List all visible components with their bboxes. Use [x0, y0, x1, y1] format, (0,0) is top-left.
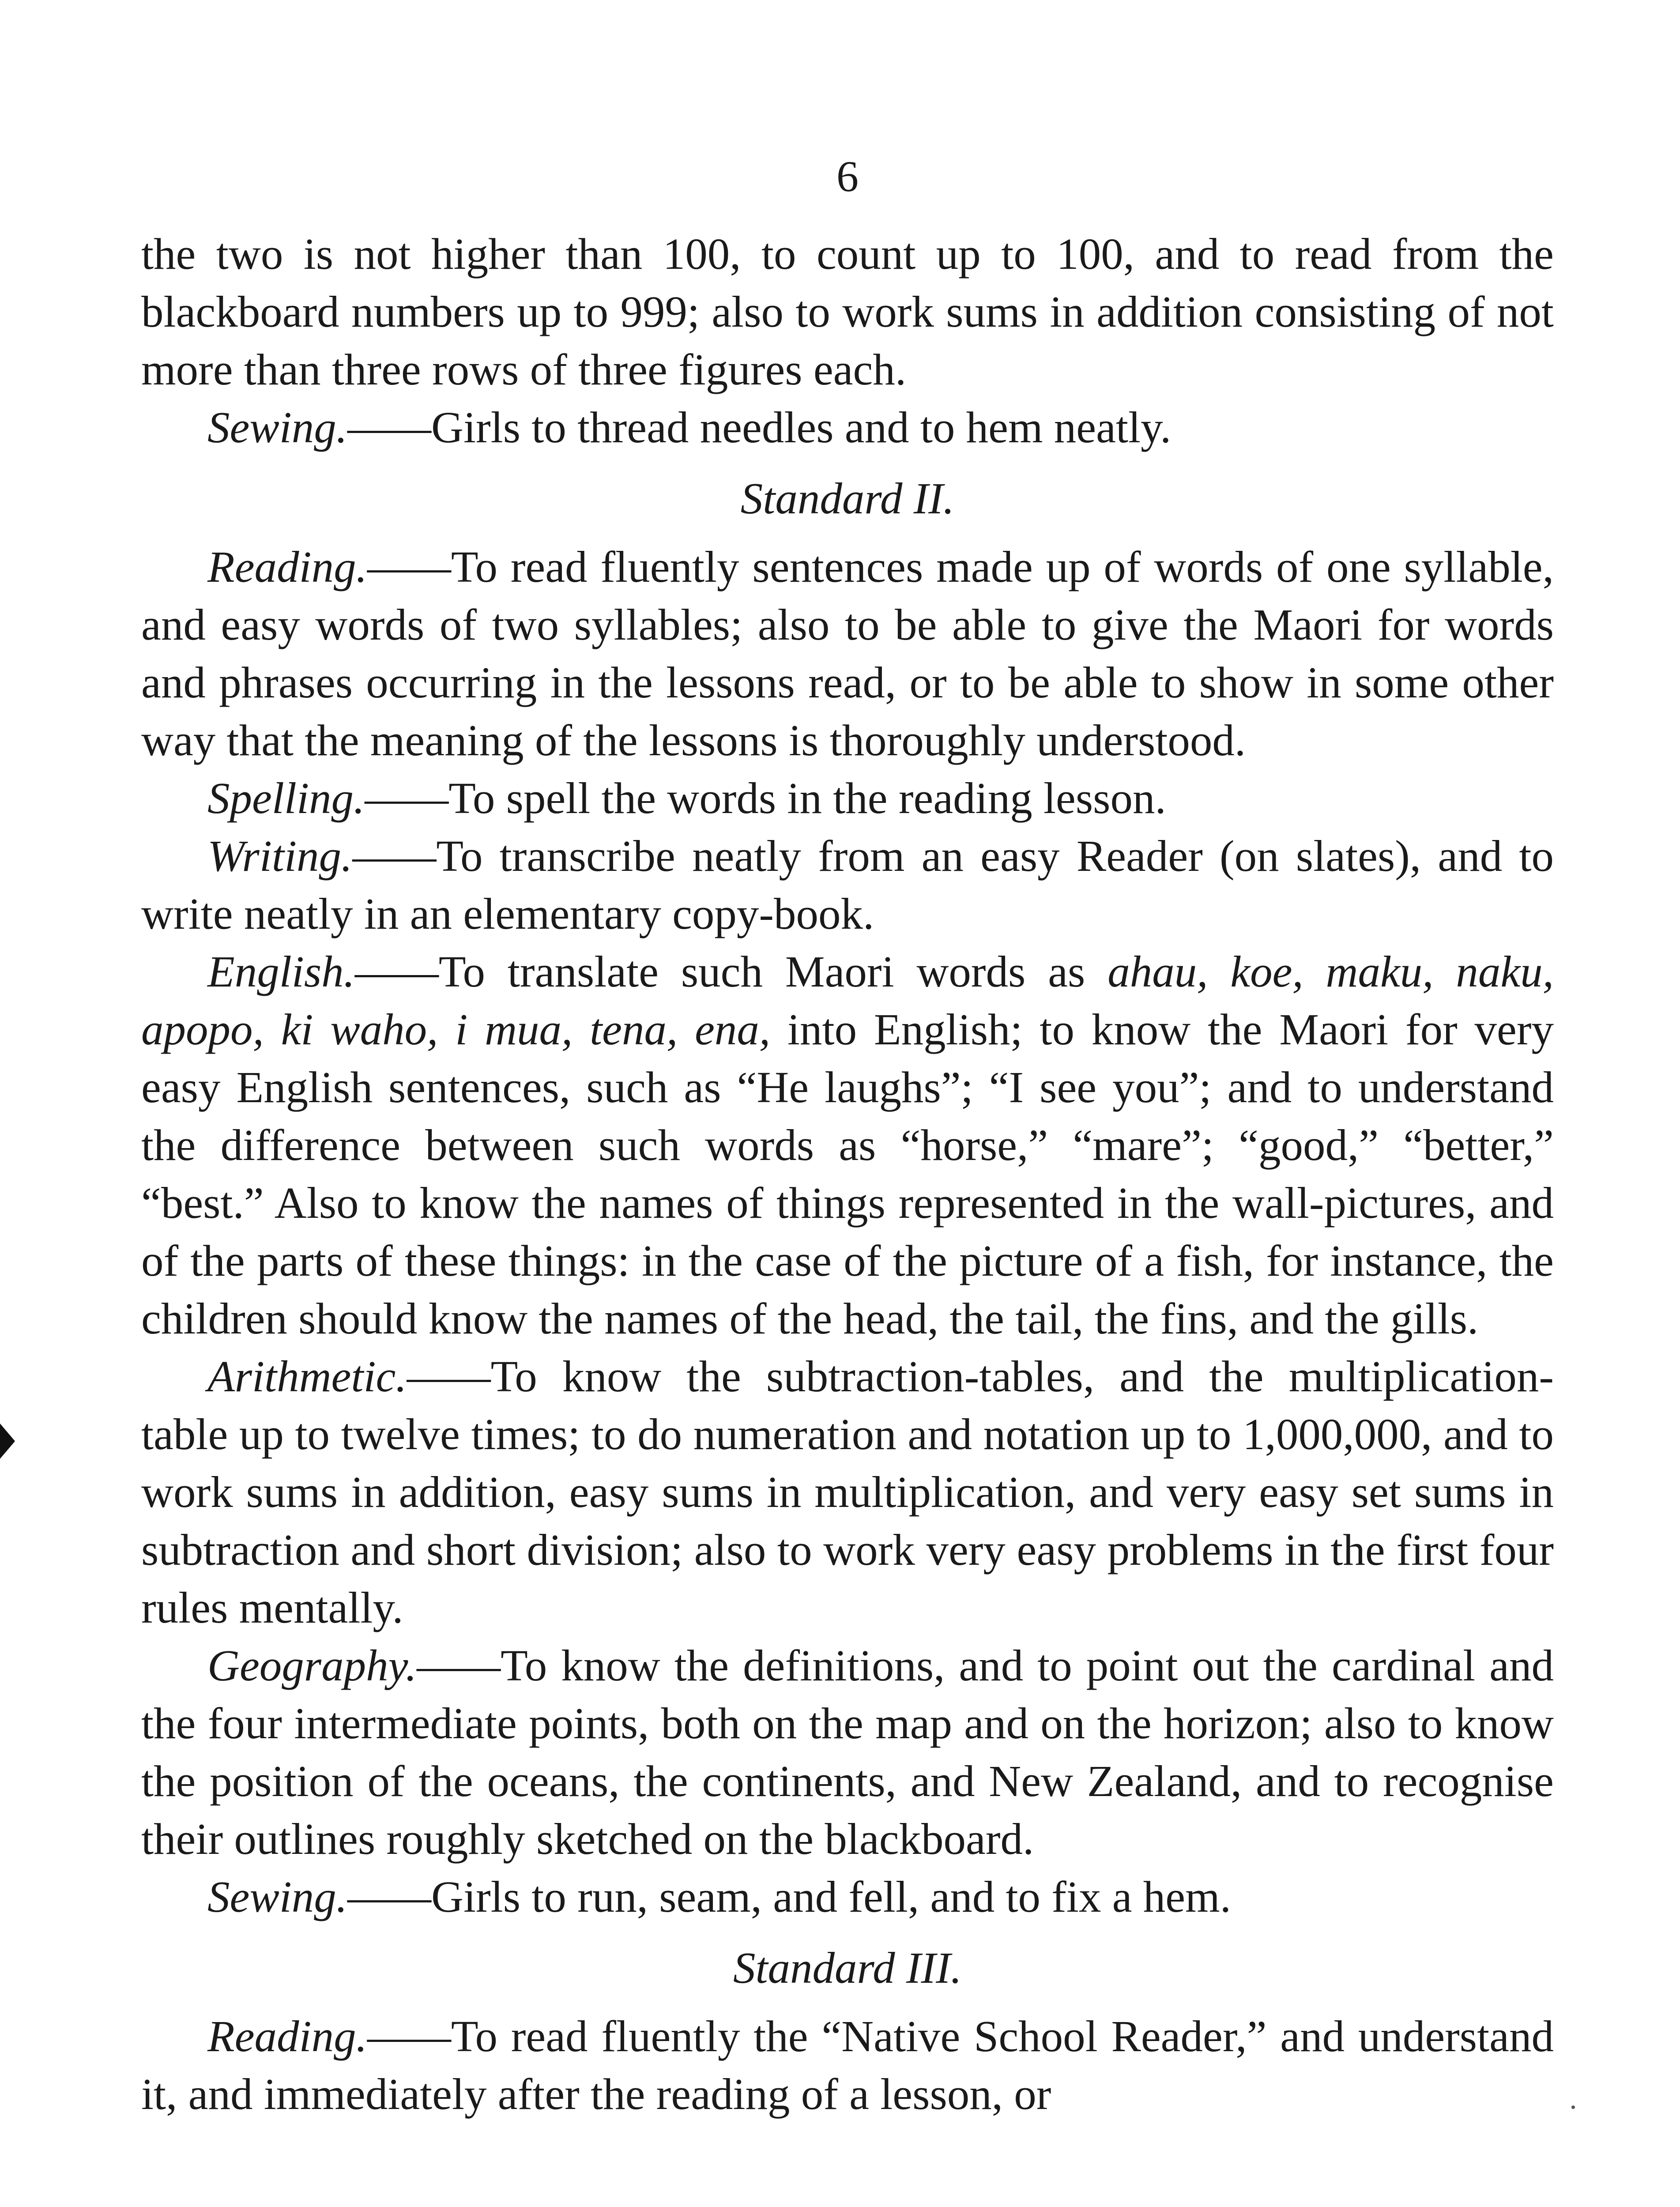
- paragraph-sewing: [141, 1868, 1554, 1926]
- paragraph-lead: Geography.: [207, 1641, 417, 1690]
- em-dash: [365, 773, 448, 823]
- em-dash: [367, 542, 451, 591]
- em-dash: [417, 1641, 501, 1690]
- paragraph-intro: the two is not higher than 100, to count up to 100, and to read from the blackboard numbers up to 999; also to work sums in addition consisting of not more than three rows of three figures each.: [141, 229, 1554, 394]
- paragraph-lead: Arithmetic.: [207, 1352, 407, 1401]
- paragraph-text: To know the definitions, and to point out the cardinal and the four intermediate points, both on the map and on the horizon; also to know the position of the oceans, the continents, and New Zealand, and to recognise their outlines roughly sketched on the blackboard.: [141, 1641, 1554, 1864]
- paragraph-arithmetic: [141, 1348, 1554, 1637]
- paragraph-text: To read fluently the “Native School Reader,” and understand it, and immediately after the reading of a lesson, or: [141, 2011, 1554, 2119]
- page-number: 6: [836, 152, 859, 201]
- em-dash: [347, 1872, 431, 1921]
- paragraph-reading: [141, 2007, 1554, 2123]
- paragraph-spelling: [141, 769, 1554, 827]
- paragraph-lead: Reading.: [207, 542, 367, 591]
- paragraph-sewing: [141, 399, 1554, 456]
- em-dash: [352, 831, 436, 881]
- paragraph-geography: [141, 1637, 1554, 1868]
- em-dash: [367, 2011, 451, 2061]
- scan-speck: [1571, 2105, 1575, 2109]
- paragraph-lead: Spelling.: [207, 773, 365, 823]
- paragraph-lead: Writing.: [207, 831, 353, 881]
- paragraph-reading: [141, 538, 1554, 769]
- paragraph-text: Girls to run, seam, and fell, and to fix a hem.: [431, 1872, 1231, 1921]
- paragraph-lead: English.: [207, 947, 355, 996]
- paragraph-text: Girls to thread needles and to hem neatly.: [431, 403, 1171, 452]
- paragraph-lead: Reading.: [207, 2011, 367, 2061]
- section-heading-standard-3: Standard III.: [733, 1943, 962, 1992]
- document-page: [141, 146, 1554, 2123]
- paragraph-text: To transcribe neatly from an easy Reader (on slates), and to write neatly in an elementary copy-book.: [141, 831, 1554, 938]
- section-heading-standard-2: Standard II.: [740, 474, 955, 523]
- margin-arrow-marker: [0, 1424, 15, 1459]
- maori-word-list: ahau, koe, maku, naku, apopo, ki waho, i mua, tena, ena,: [141, 947, 1554, 1054]
- paragraph-text: To read fluently sentences made up of words of one syllable, and easy words of two syllables; also to be able to give the Maori for words and phrases occurring in the lessons read, or to be able to show in some other way that the meaning of the lessons is thoroughly understood.: [141, 542, 1554, 765]
- paragraph-text: To translate such Maori words as: [438, 947, 1108, 996]
- em-dash: [347, 403, 431, 452]
- paragraph-english: [141, 943, 1554, 1348]
- em-dash: [407, 1352, 491, 1401]
- paragraph-writing: [141, 827, 1554, 943]
- paragraph-lead: Sewing.: [207, 403, 348, 452]
- paragraph-text: into English; to know the Maori for very easy English sentences, such as “He laughs”; “I see you”; and to understand the difference between such words as “horse,” “mare”; “good,” “better,” “best.” Also to know the names of things represented in the wall-pictures, and of the parts of these things: in the case of the picture of a fish, for instance, the children should know the names of the head, the tail, the fins, and the gills.: [141, 1005, 1554, 1343]
- em-dash: [355, 947, 439, 996]
- paragraph-text: To spell the words in the reading lesson.: [448, 773, 1166, 823]
- paragraph-text: To know the subtraction-tables, and the multiplication-table up to twelve times; to do numeration and notation up to 1,000,000, and to work sums in addition, easy sums in multiplication, and very easy set sums in subtraction and short division; also to work very easy problems in the first four rules mentally.: [141, 1352, 1554, 1632]
- paragraph-lead: Sewing.: [207, 1872, 348, 1921]
